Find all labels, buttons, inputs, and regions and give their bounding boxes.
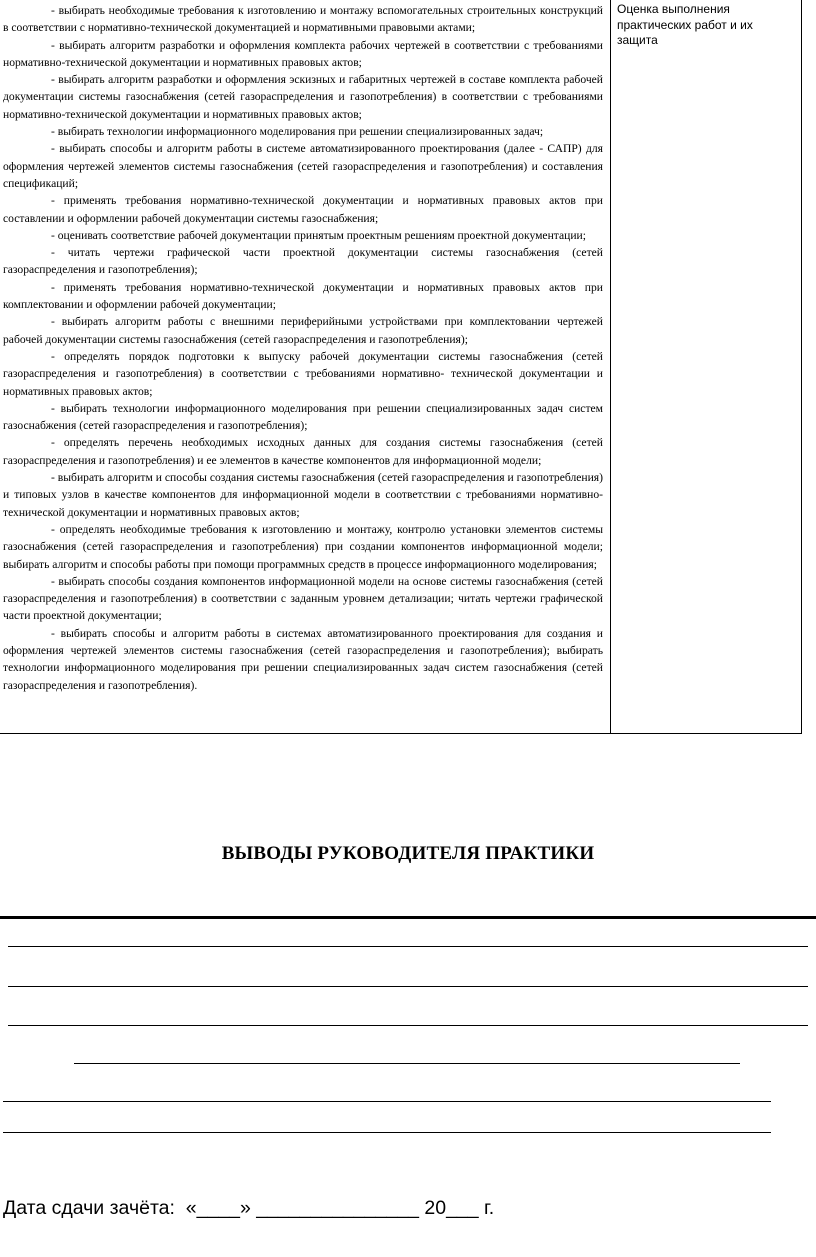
blank-line[interactable] xyxy=(8,946,808,947)
skill-item: - выбирать технологии информационного моделирования при решении специализированных задач; xyxy=(51,125,544,139)
assessment-form-cell: Оценка выполнения практических работ и их защита xyxy=(617,2,753,47)
blank-line[interactable] xyxy=(74,1063,740,1064)
blank-line[interactable] xyxy=(8,986,808,987)
skill-item: - применять требования нормативно-технической документации и нормативных правовых актов при составлении и оформлении рабочей документации системы газоснабжения; xyxy=(3,194,603,225)
skill-item: - выбирать способы и алгоритм работы в системе автоматизированного проектирования (далее - САПР) для оформления чертежей элементов системы газоснабжения (сетей газораспределения и газопотребления) и составления спецификаций; xyxy=(3,142,603,190)
skill-item: - применять требования нормативно-технической документации и нормативных правовых актов при комплектовании и оформлении рабочей документации; xyxy=(3,280,603,312)
blank-line[interactable] xyxy=(8,1025,808,1026)
skill-item: - выбирать алгоритм разработки и оформления комплекта рабочих чертежей в соответствии с требованиями нормативно-технической документации и нормативных правовых актов; xyxy=(3,38,603,69)
title-underline xyxy=(0,916,816,919)
skill-item: - выбирать алгоритм работы с внешними периферийными устройствами при комплектовании чертежей рабочей документации системы газоснабжения (сетей газораспределения и газопотребления); xyxy=(3,315,603,346)
skill-item: - определять необходимые требования к изготовлению и монтажу, контролю установки элементов системы газоснабжения (сетей газораспределения и газопотребления) при создании компонентов информационной модели; выбирать алгоритм и способы работы при помощи программных средств в процессе информационного моделирования; xyxy=(3,522,603,571)
skill-item: - определять порядок подготовки к выпуску рабочей документации системы газоснабжения (сетей газораспределения и газопотребления) в соответствии с требованиями нормативно- технической документации и нормативных правовых актов; xyxy=(3,349,603,398)
skill-item: - выбирать алгоритм разработки и оформления эскизных и габаритных чертежей в составе комплекта рабочей документации системы газоснабжения (сетей газораспределения и газопотребления) в соответствии с требованиями нормативно-технической документации и нормативных правовых актов; xyxy=(3,73,603,121)
blank-line[interactable] xyxy=(3,1101,771,1102)
skills-list-cell xyxy=(3,2,603,694)
blank-line[interactable] xyxy=(3,1132,771,1133)
skill-item: - выбирать способы создания компонентов информационной модели на основе системы газоснабжения (сетей газораспределения и газопотребления) в соответствии с заданным уровнем детализации; читать чертежи графической части проектной документации; xyxy=(3,574,603,623)
skill-item: - выбирать алгоритм и способы создания системы газоснабжения (сетей газораспределения и газопотребления) и типовых узлов в качестве компонентов для информационной модели в соответствии с требованиями нормативно-технической документации и нормативных правовых актов; xyxy=(3,471,603,519)
skill-item: - выбирать технологии информационного моделирования при решении специализированных задач систем газоснабжения (сетей газораспределения и газопотребления); xyxy=(3,401,603,433)
column-divider xyxy=(610,0,611,734)
skill-item: - читать чертежи графической части проектной документации системы газоснабжения (сетей газораспределения и газопотребления); xyxy=(3,246,603,277)
submission-date-field[interactable]: «____» _______________ 20___ г. xyxy=(185,1197,495,1219)
submission-date-label: Дата сдачи зачёта: xyxy=(3,1197,175,1219)
skill-item: - определять перечень необходимых исходных данных для создания системы газоснабжения (сетей газораспределения и газопотребления) и ее элементов в качестве компонентов для информационной модели; xyxy=(3,436,603,467)
skill-item: - оценивать соответствие рабочей документации принятым проектным решениям проектной документации; xyxy=(51,228,586,242)
skill-item: - выбирать способы и алгоритм работы в системах автоматизированного проектирования для создания и оформления чертежей элементов системы газоснабжения (сетей газораспределения и газопотребления); выбирать технологии информационного моделирования при решении специализированных задач систем газоснабжения (сетей газораспределения и газопотребления). xyxy=(3,626,603,692)
supervisor-conclusions-title: ВЫВОДЫ РУКОВОДИТЕЛЯ ПРАКТИКИ xyxy=(221,843,595,864)
skill-item: - выбирать необходимые требования к изготовлению и монтажу вспомогательных строительных конструкций в соответствии с нормативно-технической документацией и нормативными правовыми актами; xyxy=(3,4,603,35)
submission-date-row xyxy=(3,1197,494,1220)
